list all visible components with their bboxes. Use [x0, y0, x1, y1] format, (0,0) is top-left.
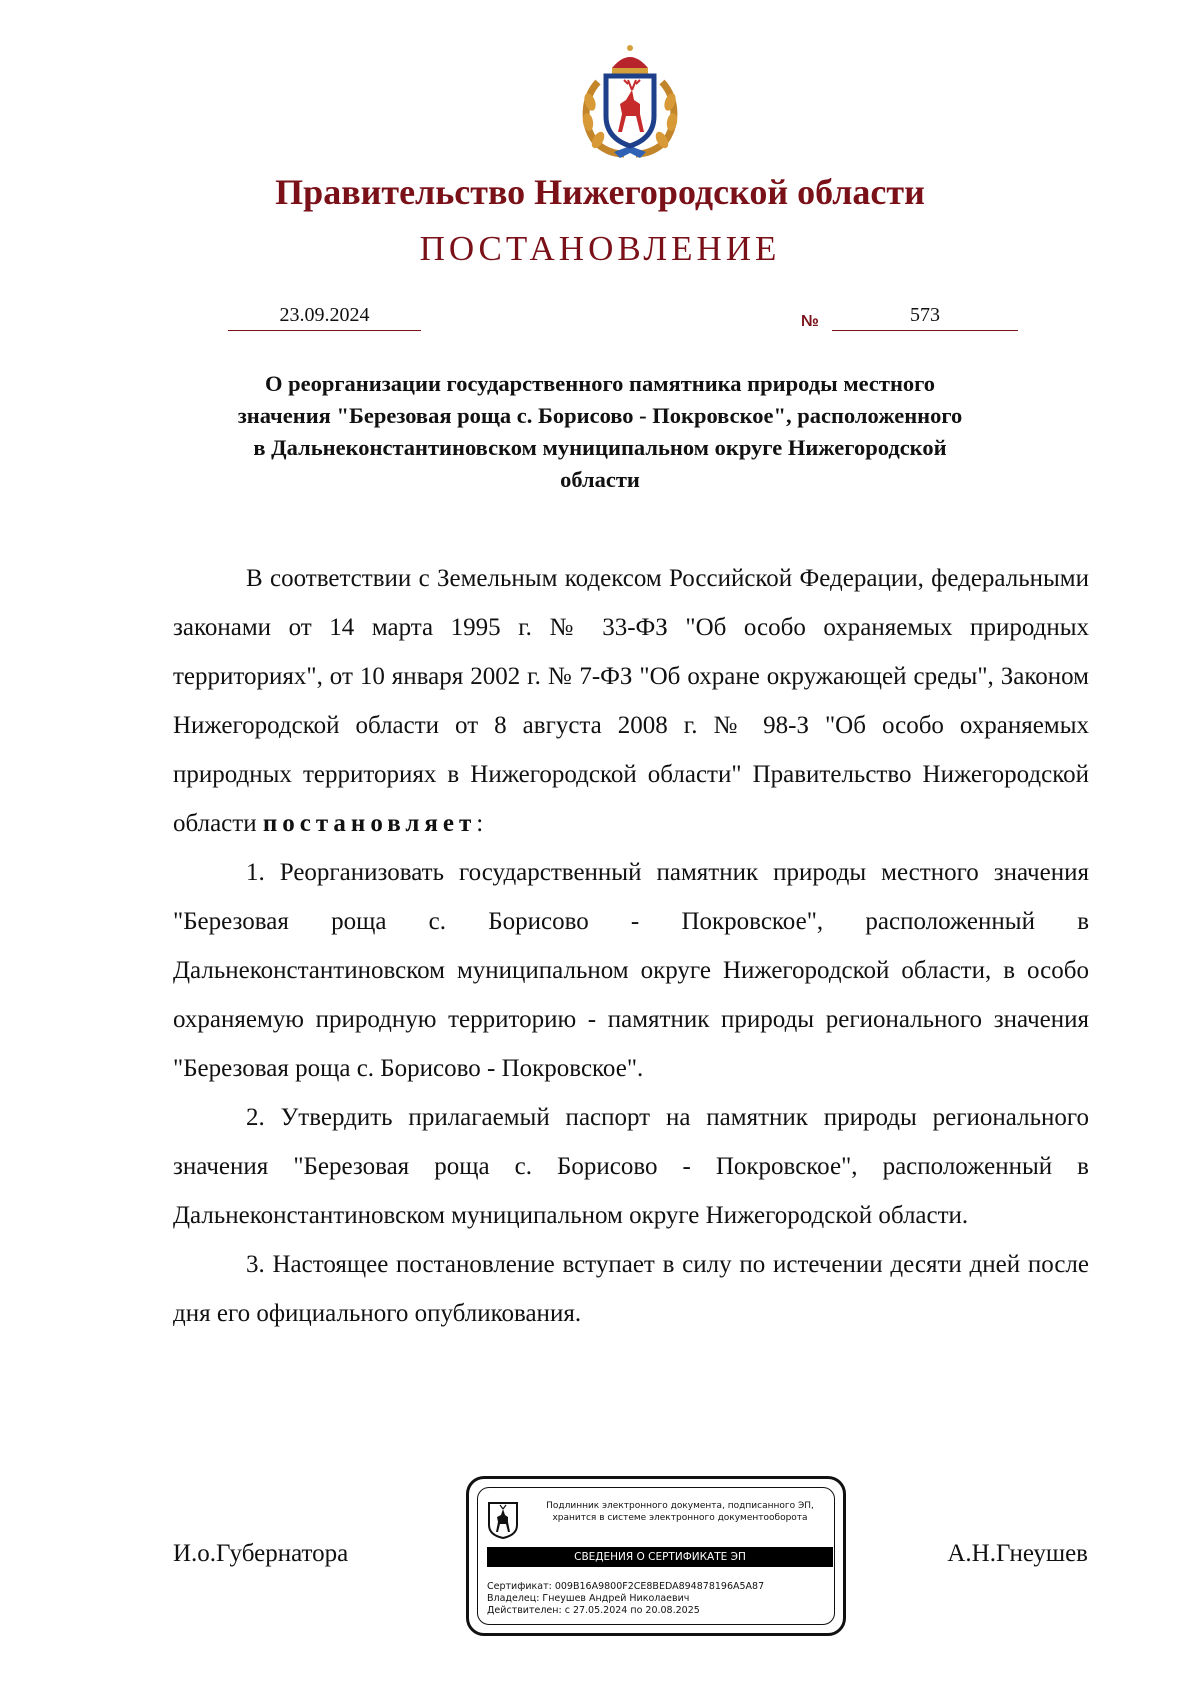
- deer-emblem-icon: [487, 1501, 519, 1539]
- stamp-owner: Владелец: Гнеушев Андрей Николаевич: [487, 1593, 690, 1604]
- coat-of-arms-icon: [578, 42, 682, 160]
- signatory-name: А.Н.Гнеушев: [947, 1540, 1088, 1567]
- preamble-paragraph: [173, 554, 1089, 848]
- stamp-certificate-id: Сертификат: 009B16A9800F2CE8BEDA894878196A5A87: [487, 1581, 765, 1592]
- stamp-note-line-1: Подлинник электронного документа, подписанного ЭП,: [546, 1501, 814, 1511]
- number-sign: №: [801, 313, 819, 330]
- document-date: 23.09.2024: [228, 304, 421, 331]
- decree-colon: :: [476, 810, 484, 837]
- stamp-certificate-title: СВЕДЕНИЯ О СЕРТИФИКАТЕ ЭП: [487, 1547, 833, 1567]
- stamp-note-line-2: хранится в системе электронного документооборота: [552, 1513, 808, 1523]
- decree-item-1: 1. Реорганизовать государственный памятник природы местного значения "Березовая роща с. Борисово - Покровское", расположенный в Дальнеконстантиновском муниципальном округе Нижегородской области, в особо охраняемую природную территорию - памятник природы регионального значения "Березовая роща с. Борисово - Покровское".: [173, 859, 1089, 1082]
- document-number: 573: [832, 304, 1018, 331]
- document-body: [173, 554, 1089, 1338]
- signatory-role: И.о.Губернатора: [173, 1540, 349, 1567]
- stamp-validity: Действителен: с 27.05.2024 по 20.08.2025: [487, 1605, 700, 1616]
- e-signature-stamp: [466, 1476, 846, 1636]
- preamble-text: В соответствии с Земельным кодексом Российской Федерации, федеральными законами от 14 марта 1995 г. № 33-ФЗ "Об особо охраняемых природных территориях", от 10 января 2002 г. № 7-ФЗ "Об охране окружающей среды", Законом Нижегородской области от 8 августа 2008 г. № 98-З "Об особо охраняемых природных территориях в Нижегородской области" Правительство Нижегородской области: [173, 565, 1089, 837]
- document-type: ПОСТАНОВЛЕНИЕ: [419, 229, 781, 268]
- document-subject: О реорганизации государственного памятника природы местного значения "Березовая роща с. Борисово - Покровское", расположенного в Дальнеконстантиновском муниципальном округе Нижегородской области: [237, 371, 963, 492]
- decree-item-3: 3. Настоящее постановление вступает в силу по истечении десяти дней после дня его официального опубликования.: [173, 1251, 1089, 1327]
- stamp-certificate-details: [487, 1581, 764, 1617]
- decree-item-2: 2. Утвердить прилагаемый паспорт на памятник природы регионального значения "Березовая роща с. Борисово - Покровское", расположенный в Дальнеконстантиновском муниципальном округе Нижегородской области.: [173, 1104, 1089, 1229]
- stamp-original-note: [521, 1500, 839, 1524]
- decree-word: постановляет: [262, 810, 477, 837]
- government-title: Правительство Нижегородской области: [275, 172, 925, 212]
